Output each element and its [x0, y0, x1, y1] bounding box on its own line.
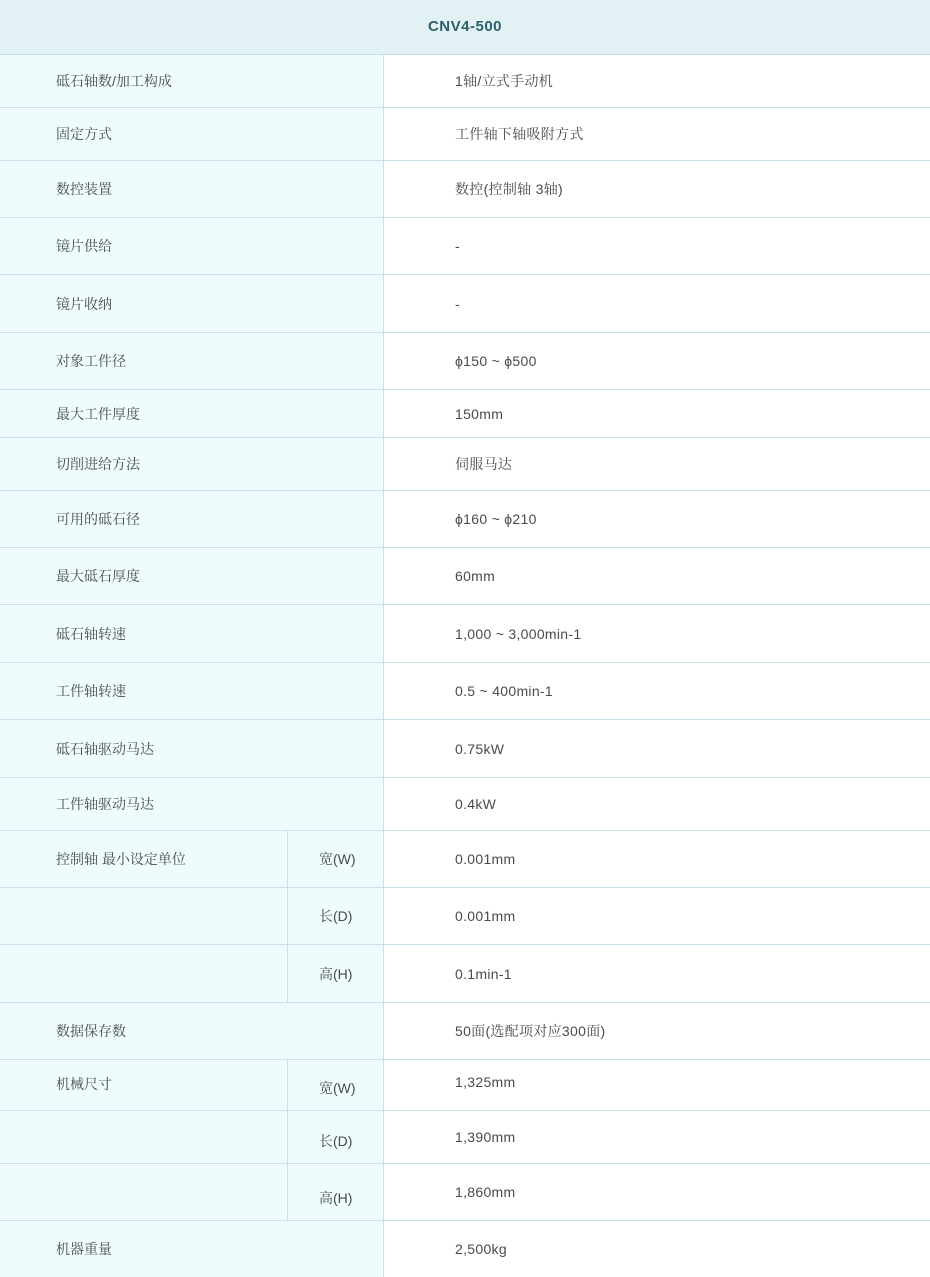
- row-label: 工件轴转速: [56, 683, 126, 699]
- row-value: 0.5 ~ 400min-1: [455, 683, 553, 699]
- row-label-cell: [0, 945, 384, 1002]
- table-row: [0, 108, 930, 161]
- row-value: 0.001mm: [455, 908, 516, 924]
- row-value: ϕ150 ~ ϕ500: [455, 353, 537, 369]
- row-label-cell: [0, 663, 384, 719]
- row-label-cell: [0, 548, 384, 604]
- row-value: ϕ160 ~ ϕ210: [455, 511, 537, 527]
- sub-label-cell: [287, 831, 384, 887]
- row-value: 工件轴下轴吸附方式: [455, 126, 584, 142]
- table-row: [0, 888, 930, 945]
- row-value: 1,860mm: [455, 1184, 516, 1200]
- row-value: 1轴/立式手动机: [455, 73, 554, 89]
- sub-label: 宽(W): [319, 851, 356, 867]
- row-label: 最大工件厚度: [56, 405, 140, 422]
- row-label-cell: [0, 333, 384, 389]
- table-row: [0, 218, 930, 275]
- sub-label: 长(D): [319, 908, 353, 924]
- sub-label: 高(H): [319, 965, 353, 982]
- row-label: 砥石轴驱动马达: [56, 740, 154, 757]
- row-label: 机器重量: [56, 1241, 112, 1257]
- table-row: [0, 333, 930, 390]
- row-value: 60mm: [455, 568, 496, 584]
- row-label: 工件轴驱动马达: [56, 796, 154, 812]
- row-label: 对象工件径: [56, 353, 126, 369]
- table-row: [0, 1111, 930, 1164]
- table-row: [0, 438, 930, 491]
- row-label-cell: [0, 438, 384, 490]
- sub-label-cell: [287, 945, 384, 1002]
- table-row: [0, 720, 930, 778]
- row-label: 砥石轴转速: [56, 625, 126, 642]
- sub-label-cell: [287, 888, 384, 944]
- sub-label-cell: [287, 1164, 384, 1220]
- row-label-cell: [0, 1060, 384, 1110]
- row-label-cell: [0, 888, 384, 944]
- row-value: 2,500kg: [455, 1241, 507, 1257]
- row-label: 切削进给方法: [56, 456, 140, 472]
- row-value: 0.001mm: [455, 851, 516, 867]
- row-label-cell: [0, 390, 384, 437]
- row-label-cell: [0, 1003, 384, 1059]
- row-value: -: [455, 238, 460, 254]
- row-label-cell: [0, 1111, 384, 1163]
- row-value: 1,390mm: [455, 1129, 516, 1145]
- row-label: 砥石轴数/加工构成: [56, 73, 172, 89]
- row-label-cell: [0, 720, 384, 777]
- table-header-model: CNV4-500: [0, 0, 930, 55]
- sub-label: 高(H): [319, 1190, 353, 1206]
- row-label: 数据保存数: [56, 1023, 126, 1039]
- row-label-cell: [0, 275, 384, 332]
- row-value: 50面(选配项对应300面): [455, 1023, 606, 1039]
- table-row: [0, 1003, 930, 1060]
- row-value: 0.4kW: [455, 796, 497, 812]
- row-label: 机械尺寸: [56, 1076, 112, 1092]
- row-label-cell: [0, 1164, 384, 1220]
- row-label-cell: [0, 831, 384, 887]
- table-row: [0, 605, 930, 663]
- row-label-cell: [0, 55, 384, 107]
- row-value: 1,325mm: [455, 1074, 516, 1090]
- row-label-cell: [0, 1221, 384, 1277]
- sub-label-cell: [287, 1111, 384, 1163]
- row-value: 0.1min-1: [455, 965, 512, 982]
- table-row: [0, 1221, 930, 1277]
- row-label: 镜片收纳: [56, 295, 112, 312]
- table-row: [0, 275, 930, 333]
- row-value: 数控(控制轴 3轴): [455, 181, 563, 197]
- row-value: -: [455, 295, 460, 312]
- sub-label: 长(D): [319, 1133, 353, 1149]
- table-row: [0, 1164, 930, 1221]
- table-row: [0, 55, 930, 108]
- sub-label: 宽(W): [319, 1080, 356, 1096]
- table-row: [0, 390, 930, 438]
- row-label: 控制轴 最小设定单位: [56, 851, 186, 867]
- table-row: [0, 161, 930, 218]
- row-label: 数控装置: [56, 181, 112, 197]
- table-row: [0, 778, 930, 831]
- row-value: 150mm: [455, 405, 504, 422]
- row-value: 伺服马达: [455, 456, 513, 472]
- sub-label-cell: [287, 1060, 384, 1110]
- table-row: [0, 1060, 930, 1111]
- row-label: 可用的砥石径: [56, 511, 140, 527]
- table-row: [0, 491, 930, 548]
- table-row: [0, 945, 930, 1003]
- table-row: [0, 663, 930, 720]
- row-label: 镜片供给: [56, 238, 112, 254]
- table-row: [0, 548, 930, 605]
- row-label-cell: [0, 108, 384, 160]
- table-row: [0, 831, 930, 888]
- row-label-cell: [0, 218, 384, 274]
- row-value: 1,000 ~ 3,000min-1: [455, 625, 582, 642]
- row-label-cell: [0, 778, 384, 830]
- row-label: 固定方式: [56, 126, 112, 142]
- row-label-cell: [0, 605, 384, 662]
- row-label-cell: [0, 491, 384, 547]
- row-label: 最大砥石厚度: [56, 568, 140, 584]
- row-value: 0.75kW: [455, 740, 505, 757]
- row-label-cell: [0, 161, 384, 217]
